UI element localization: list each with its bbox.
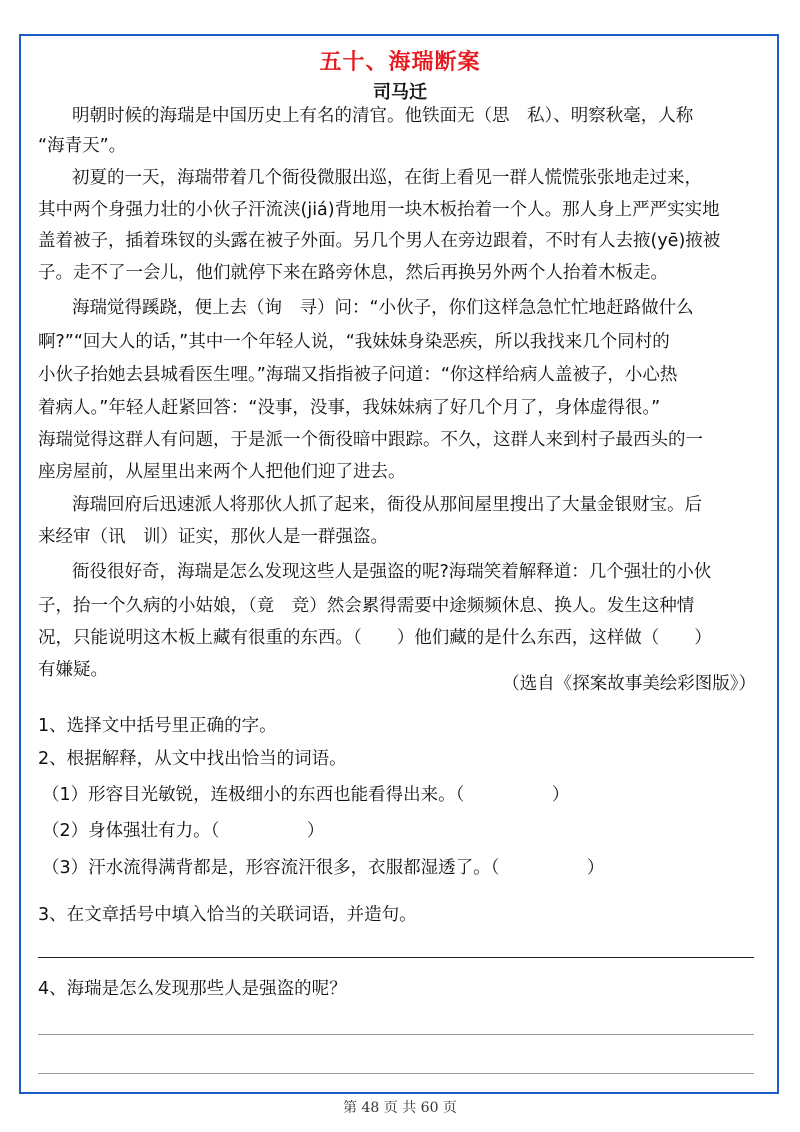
source-citation: （选自《探案故事美绘彩图版》） xyxy=(502,674,756,694)
body-line: 小伙子抬她去县城看医生哩。”海瑞又指指被子问道：“你这样给病人盖被子，小心热 xyxy=(38,365,678,385)
body-line: 子。走不了一会儿，他们就停下来在路旁休息，然后再换另外两个人抬着木板走。 xyxy=(38,263,668,283)
body-line: 海瑞觉得这群人有问题，于是派一个衙役暗中跟踪。不久，这群人来到村子最西头的一 xyxy=(38,430,703,450)
body-line: 海瑞觉得蹊跷，便上去（询 寻）问：“小伙子，你们这样急急忙忙地赶路做什么 xyxy=(72,298,694,318)
body-line: 明朝时候的海瑞是中国历史上有名的清官。他铁面无（思 私）、明察秋毫，人称 xyxy=(72,106,694,126)
body-line: 其中两个身强力壮的小伙子汗流浃(jiá)背地用一块木板抬着一个人。那人身上严严实实地 xyxy=(38,200,720,220)
page-title: 五十、海瑞断案 xyxy=(319,50,481,75)
author: 司马迁 xyxy=(373,82,427,103)
question-2-3: （3）汗水流得满背都是，形容流汗很多，衣服都湿透了。（ ） xyxy=(42,858,605,878)
page-number: 第 48 页 共 60 页 xyxy=(343,1100,457,1116)
body-line: 着病人。”年轻人赶紧回答：“没事，没事，我妹妹病了好几个月了，身体虚得很。” xyxy=(38,398,661,418)
body-line: 来经审（讯 训）证实，那伙人是一群强盗。 xyxy=(38,527,388,547)
answer-line[interactable] xyxy=(38,957,754,958)
question-3: 3、在文章括号中填入恰当的关联词语，并造句。 xyxy=(38,905,417,925)
body-line: 盖着被子，插着珠钗的头露在被子外面。另几个男人在旁边跟着，不时有人去掖(yē)掖被 xyxy=(38,231,721,251)
question-2-2: （2）身体强壮有力。（ ） xyxy=(42,821,325,841)
question-1: 1、选择文中括号里正确的字。 xyxy=(38,716,277,736)
body-line: 况，只能说明这木板上藏有很重的东西。（ ）他们藏的是什么东西，这样做（ ） xyxy=(38,628,712,648)
body-line: 有嫌疑。 xyxy=(38,660,108,680)
body-line: 初夏的一天，海瑞带着几个衙役微服出巡，在街上看见一群人慌慌张张地走过来， xyxy=(72,168,702,188)
question-2-1: （1）形容目光敏锐，连极细小的东西也能看得出来。（ ） xyxy=(42,785,570,805)
body-line: 座房屋前，从屋里出来两个人把他们迎了进去。 xyxy=(38,462,406,482)
question-4: 4、海瑞是怎么发现那些人是强盗的呢？ xyxy=(38,979,347,999)
answer-line[interactable] xyxy=(38,1034,754,1035)
body-line: 衙役很好奇，海瑞是怎么发现这些人是强盗的呢?海瑞笑着解释道：几个强壮的小伙 xyxy=(72,562,712,582)
body-line: “海青天”。 xyxy=(38,136,127,156)
body-line: 海瑞回府后迅速派人将那伙人抓了起来，衙役从那间屋里搜出了大量金银财宝。后 xyxy=(72,495,702,515)
question-2: 2、根据解释，从文中找出恰当的词语。 xyxy=(38,749,347,769)
answer-line[interactable] xyxy=(38,1073,754,1074)
body-line: 啊?”“回大人的话，”其中一个年轻人说，“我妹妹身染恶疾，所以我找来几个同村的 xyxy=(38,332,670,352)
body-line: 子，抬一个久病的小姑娘，（竟 竞）然会累得需要中途频频休息、换人。发生这种情 xyxy=(38,596,695,616)
